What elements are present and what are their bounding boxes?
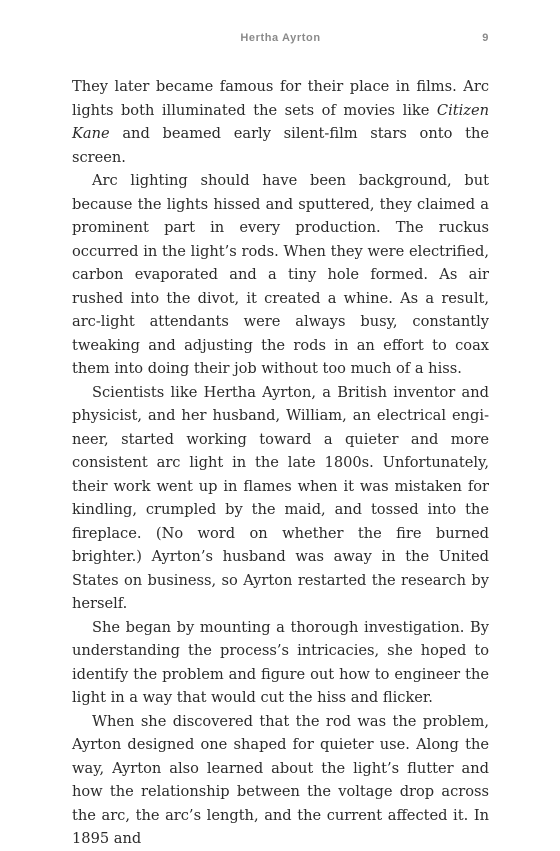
body-text bbox=[72, 75, 489, 851]
paragraph bbox=[72, 381, 489, 616]
paragraph bbox=[72, 616, 489, 710]
paragraph-text: Arc lighting should have been background, but because the lights hissed and sputtered, they claimed a prominent part in every production. The ruckus occurred in the light’s rods. When they were electrified, carbon evaporated and a tiny hole formed. As air rushed into the divot, it created a whine. As a result, arc-light attendants were always busy, constantly tweaking and adjusting the rods in an effort to coax them into doing their job without too much of a hiss. bbox=[72, 172, 489, 377]
paragraph-text: Scientists like Hertha Ayrton, a British inventor and physicist, and her husband, William, an electrical engineer, started working toward a quieter and more consistent arc light in the late 1800s. Unfortunately, their work went up in flames when it was mistaken for kindling, crumpled by the maid, and tossed into the fireplace. (No word on whether the fire burned brighter.) Ayrton’s husband was away in the United States on business, so Ayrton restarted the research by herself. bbox=[72, 383, 489, 612]
running-head-title: Hertha Ayrton bbox=[240, 32, 321, 44]
paragraph bbox=[72, 710, 489, 851]
page-number: 9 bbox=[482, 32, 489, 44]
paragraph bbox=[72, 169, 489, 381]
paragraph-text: They later became famous for their place in films. Arc lights both illuminated the sets of movies like bbox=[72, 78, 489, 119]
running-head bbox=[72, 32, 489, 48]
film-title: Citizen Kane bbox=[72, 101, 489, 142]
paragraph bbox=[72, 75, 489, 169]
paragraph-text: She began by mounting a thorough investigation. By understanding the process’s intricacies, she hoped to identify the problem and figure out how to engineer the light in a way that would cut the hiss and flicker. bbox=[72, 618, 489, 706]
paragraph-text: When she discovered that the rod was the problem, Ayrton designed one shaped for quieter use. Along the way, Ayrton also learned about the light’s flutter and how the relationship between the voltage drop across the arc, the arc’s length, and the current affected it. In 1895 and bbox=[72, 712, 489, 847]
paragraph-text: and beamed early silent-film stars onto the screen. bbox=[72, 125, 489, 166]
